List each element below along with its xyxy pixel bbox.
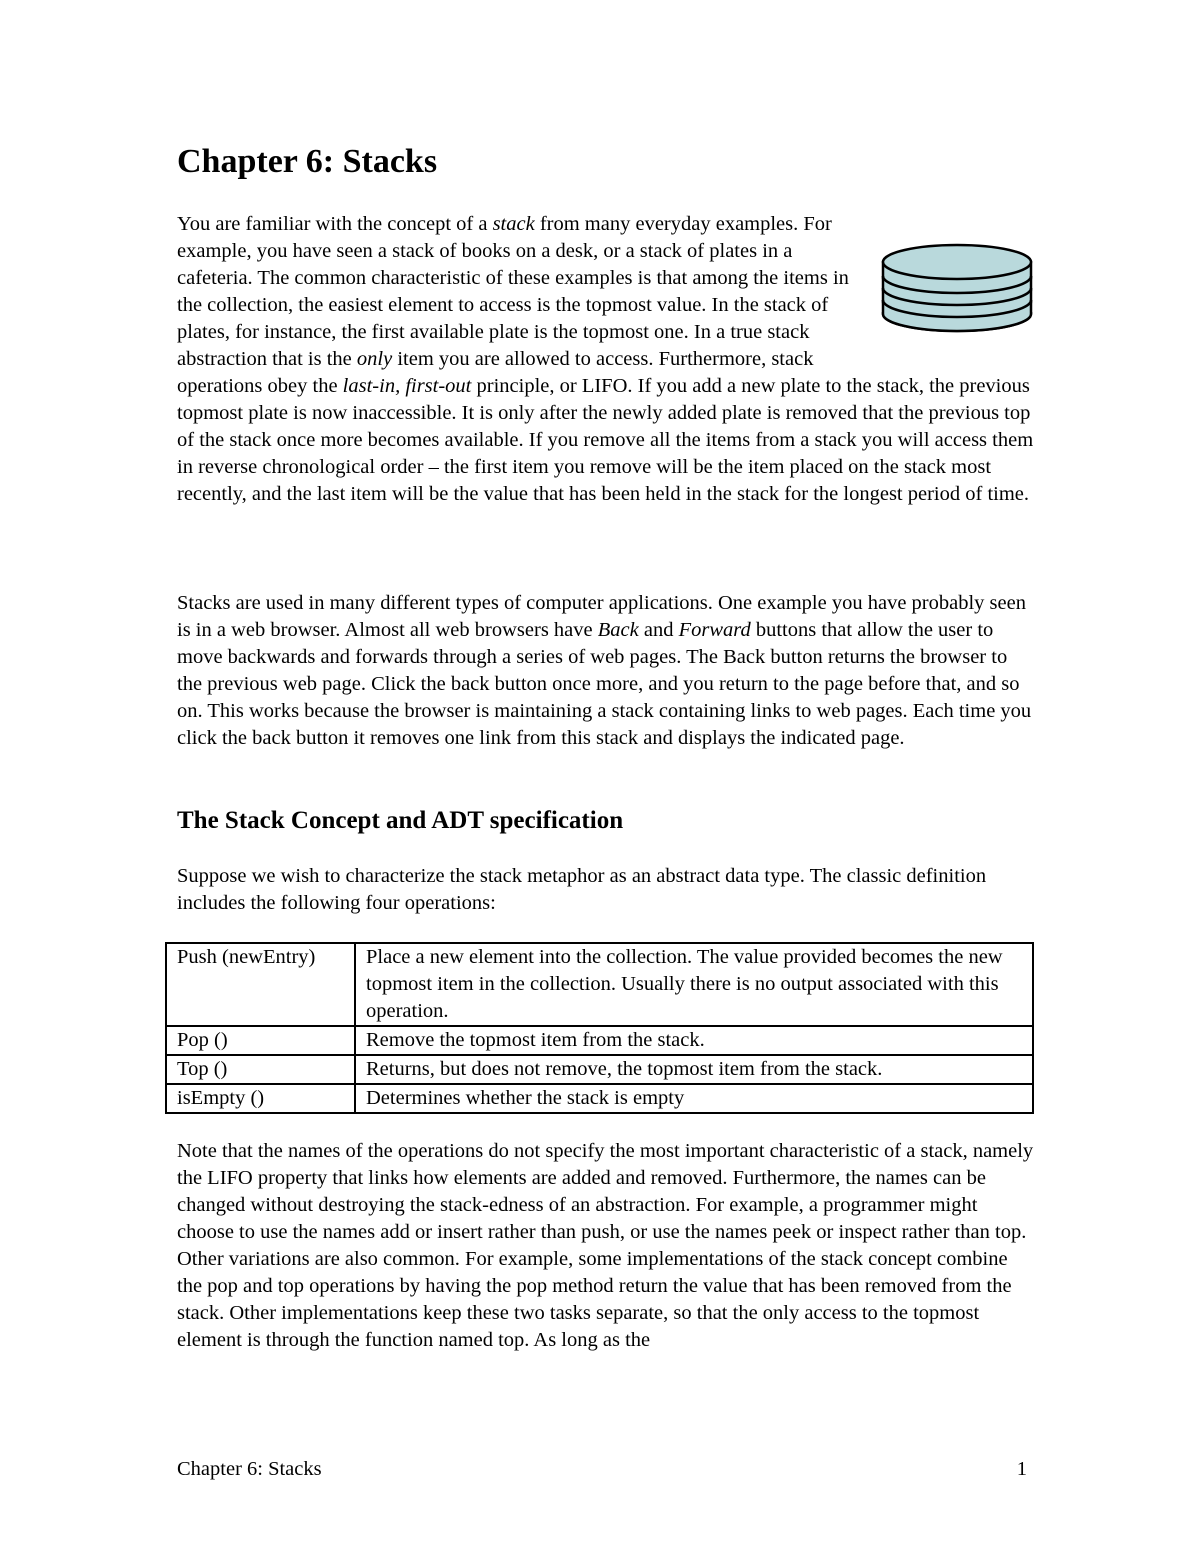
plate-stack-illustration — [877, 238, 1037, 348]
table-row — [166, 943, 1033, 1026]
operations-table — [165, 942, 1034, 1114]
page-footer — [177, 1456, 1027, 1483]
operation-name: Pop () — [166, 1026, 355, 1055]
operation-description: Remove the topmost item from the stack. — [355, 1026, 1033, 1055]
naming-note-paragraph: Note that the names of the operations do not specify the most important characteristic of a stack, namely the LIFO property that links how elements are added and removed. Furthermore, the names can be changed without destroying the stack-edness of an abstraction. For example, a programmer might choose to use the names add or insert rather than push, or use the names peek or inspect rather than top. Other variations are also common. For example, some implementations of the stack concept combine the pop and top operations by having the pop method return the value that has been removed from the stack. Other implementations keep these two tasks separate, so that the only access to the topmost element is through the function named top. As long as the — [177, 1140, 1034, 1351]
intro-paragraph: You are familiar with the concept of a stack from many everyday examples. For example, you have seen a stack of books on a desk, or a stack of plates in a cafeteria. The common characteristic of these examples is that among the items in the collection, the easiest element to access is the topmost value. In the stack of plates, for instance, the first available plate is the topmost one. In a true stack abstraction that is the only item you are allowed to access. Furthermore, stack operations obey the last-in, first-out principle, or LIFO. If you add a new plate to the stack, the previous topmost plate is now inaccessible. It is only after the newly added plate is removed that the previous top of the stack once more becomes available. If you remove all the items from a stack you will access them in reverse chronological order – the first item you remove will be the item placed on the stack most recently, and the last item will be the value that has been held in the stack for the longest period of time. — [177, 211, 1037, 508]
browser-example-paragraph: Stacks are used in many different types of computer applications. One example you have probably seen is in a web browser. Almost all web browsers have Back and Forward buttons that allow the user to move backwards and forwards through a series of web pages. The Back button returns the browser to the previous web page. Click the back button once more, and you return to the page before that, and so on. This works because the browser is maintaining a stack containing links to web pages. Each time you click the back button it removes one link from this stack and displays the indicated page. — [177, 592, 1032, 749]
footer-chapter-label: Chapter 6: Stacks — [177, 1458, 322, 1480]
operation-name: Top () — [166, 1055, 355, 1084]
adt-intro-paragraph: Suppose we wish to characterize the stack metaphor as an abstract data type. The classic definition includes the following four operations: — [177, 865, 987, 914]
operation-name: Push (newEntry) — [166, 943, 355, 1026]
chapter-title: Chapter 6: Stacks — [177, 143, 438, 180]
table-row — [166, 1055, 1033, 1084]
operation-description: Determines whether the stack is empty — [355, 1084, 1033, 1113]
section-heading: The Stack Concept and ADT specification — [177, 807, 624, 834]
plate-top — [883, 245, 1031, 279]
operation-description: Place a new element into the collection. The value provided becomes the new topmost item in the collection. Usually there is no output associated with this operation. — [355, 943, 1033, 1026]
page-number: 1 — [1016, 1458, 1027, 1480]
table-row — [166, 1084, 1033, 1113]
table-row — [166, 1026, 1033, 1055]
operation-name: isEmpty () — [166, 1084, 355, 1113]
operation-description: Returns, but does not remove, the topmost item from the stack. — [355, 1055, 1033, 1084]
